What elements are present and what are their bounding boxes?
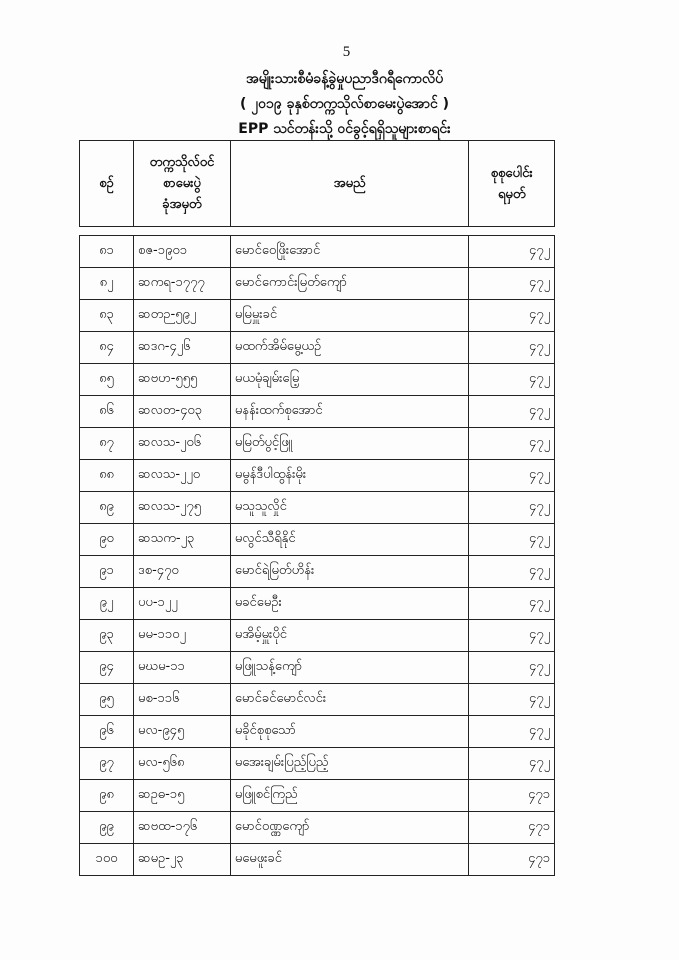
table-row	[80, 844, 555, 876]
table-row	[80, 780, 555, 812]
cell-total-mark: ၄၇၂	[469, 492, 555, 524]
cell-serial: ၁၀၀	[80, 844, 134, 876]
cell-name: မမြတ်ပွင့်ဖြူ	[230, 428, 469, 460]
cell-name: မောင်ကောင်းမြတ်ကျော်	[230, 268, 469, 300]
cell-serial: ၉၂	[80, 588, 134, 620]
table-row	[80, 428, 555, 460]
cell-name: မောင်ရဲမြတ်ဟိန်း	[230, 556, 469, 588]
cell-serial: ၈၆	[80, 396, 134, 428]
cell-name: မဖြူသန့်ကျော်	[230, 652, 469, 684]
table-row	[80, 492, 555, 524]
cell-name: မောင်ခင်မောင်လင်း	[230, 684, 469, 716]
header-list-title: EPP သင်တန်းသို့ ဝင်ခွင့်ရရှိသူများစာရင်း	[238, 121, 451, 137]
table-row	[80, 588, 555, 620]
cell-total-mark: ၄၇၂	[469, 556, 555, 588]
table-row	[80, 268, 555, 300]
cell-name: မောင်ဝေဖြိုးအောင်	[230, 236, 469, 268]
table-row	[80, 300, 555, 332]
cell-total-mark: ၄၇၂	[469, 684, 555, 716]
cell-total-mark: ၄၇၂	[469, 428, 555, 460]
cell-serial: ၉၀	[80, 524, 134, 556]
cell-roll-number: ဆလသ-၂၂၀	[134, 460, 231, 492]
cell-total-mark: ၄၇၂	[469, 364, 555, 396]
cell-name: မနန်းထက်စုအောင်	[230, 396, 469, 428]
cell-roll-number: ဆဗဟ-၅၅၅	[134, 364, 231, 396]
cell-roll-number: မဃမ-၁၁	[134, 652, 231, 684]
cell-serial: ၉၄	[80, 652, 134, 684]
cell-serial: ၉၆	[80, 716, 134, 748]
cell-roll-number: မလ-၅၆၈	[134, 748, 231, 780]
cell-name: မခင်မေဦး	[230, 588, 469, 620]
cell-serial: ၈၄	[80, 332, 134, 364]
column-header-serial: စဉ်	[80, 141, 134, 227]
cell-serial: ၈၉	[80, 492, 134, 524]
cell-serial: ၉၇	[80, 748, 134, 780]
table-row	[80, 460, 555, 492]
cell-total-mark: ၄၇၂	[469, 460, 555, 492]
cell-total-mark: ၄၇၁	[469, 780, 555, 812]
table-row	[80, 620, 555, 652]
cell-total-mark: ၄၇၂	[469, 652, 555, 684]
cell-serial: ၉၅	[80, 684, 134, 716]
cell-total-mark: ၄၇၁	[469, 844, 555, 876]
cell-total-mark: ၄၇၂	[469, 236, 555, 268]
cell-roll-number: ဆလသ-၂၇၅	[134, 492, 231, 524]
cell-total-mark: ၄၇၂	[469, 588, 555, 620]
cell-total-mark: ၄၇၂	[469, 268, 555, 300]
table-row	[80, 716, 555, 748]
header-exam-year: ( ၂၀၁၉ ခုနှစ်တက္ကသိုလ်စာမေးပွဲအောင် )	[239, 96, 450, 112]
cell-serial: ၈၅	[80, 364, 134, 396]
table-row	[80, 684, 555, 716]
cell-name: မအေးချမ်းပြည့်ပြည့်	[230, 748, 469, 780]
cell-serial: ၈၈	[80, 460, 134, 492]
cell-roll-number: ဆလတ-၄၀၃	[134, 396, 231, 428]
cell-serial: ၈၃	[80, 300, 134, 332]
cell-roll-number: ဆကရ-၁၇၇၇	[134, 268, 231, 300]
cell-roll-number: ဆလသ-၂၀၆	[134, 428, 231, 460]
cell-total-mark: ၄၇၁	[469, 812, 555, 844]
column-header-name: အမည်	[230, 141, 469, 227]
column-header-total-mark: စုစုပေါင်း ရမှတ်	[469, 141, 555, 227]
cell-name: မမွန်ဒီပါထွန်းမိုး	[230, 460, 469, 492]
cell-serial: ၉၃	[80, 620, 134, 652]
cell-total-mark: ၄၇၂	[469, 620, 555, 652]
cell-serial: ၉၁	[80, 556, 134, 588]
cell-roll-number: ဆဗထ-၁၇၆	[134, 812, 231, 844]
column-header-roll-number: တက္ကသိုလ်ဝင် စာမေးပွဲ ခုံအမှတ်	[134, 141, 231, 227]
cell-roll-number: မလ-၉၄၅	[134, 716, 231, 748]
cell-total-mark: ၄၇၂	[469, 332, 555, 364]
table-row	[80, 364, 555, 396]
cell-serial: ၉၉	[80, 812, 134, 844]
cell-serial: ၈၇	[80, 428, 134, 460]
table-row	[80, 524, 555, 556]
cell-name: မယမုံချမ်းမြေ့	[230, 364, 469, 396]
table-header-row	[80, 141, 555, 227]
cell-name: မခိုင်စုစုသော်	[230, 716, 469, 748]
table-row	[80, 332, 555, 364]
cell-roll-number: ပပ-၁၂၂	[134, 588, 231, 620]
cell-total-mark: ၄၇၂	[469, 396, 555, 428]
cell-roll-number: ဆမဥ-၂၃	[134, 844, 231, 876]
cell-roll-number: ဆတဉ-၅၉၂	[134, 300, 231, 332]
cell-roll-number: မမ-၁၁၀၂	[134, 620, 231, 652]
cell-name: မလွင်သီရိနိုင်	[230, 524, 469, 556]
cell-name: မောင်ဝဏ္ဏကျော်	[230, 812, 469, 844]
cell-total-mark: ၄၇၂	[469, 716, 555, 748]
cell-serial: ၈၁	[80, 236, 134, 268]
cell-name: မသူသူလှိုင်	[230, 492, 469, 524]
cell-name: မဖြူစင်ကြည်	[230, 780, 469, 812]
table-row	[80, 812, 555, 844]
cell-roll-number: ဒစ-၄၇၀	[134, 556, 231, 588]
cell-name: မမြမှူးခင်	[230, 300, 469, 332]
document-header	[0, 67, 679, 142]
cell-roll-number: ဆသက-၂၃	[134, 524, 231, 556]
admission-list-table	[79, 140, 555, 876]
header-spacer-row	[80, 227, 555, 236]
header-institution: အမျိုးသားစီမံခန့်ခွဲမှုပညာဒီဂရီကောလိပ်	[245, 71, 444, 87]
cell-roll-number: မစ-၁၁၆	[134, 684, 231, 716]
table-row	[80, 556, 555, 588]
table-row	[80, 236, 555, 268]
table-row	[80, 748, 555, 780]
cell-roll-number: ဆဒဂ-၄၂၆	[134, 332, 231, 364]
cell-serial: ၈၂	[80, 268, 134, 300]
cell-name: မအိမ့်မှူးပိုင်	[230, 620, 469, 652]
table-body	[80, 236, 555, 876]
cell-serial: ၉၈	[80, 780, 134, 812]
cell-roll-number: ဆဥဓ-၁၅	[134, 780, 231, 812]
cell-roll-number: စဇ-၁၉၀၁	[134, 236, 231, 268]
cell-name: မထက်အိမ်မွေ့ယဉ်	[230, 332, 469, 364]
cell-total-mark: ၄၇၂	[469, 524, 555, 556]
cell-name: မမေဖူးခင်	[230, 844, 469, 876]
page-number: 5	[342, 44, 351, 60]
table-row	[80, 396, 555, 428]
cell-total-mark: ၄၇၂	[469, 748, 555, 780]
cell-total-mark: ၄၇၂	[469, 300, 555, 332]
table-row	[80, 652, 555, 684]
